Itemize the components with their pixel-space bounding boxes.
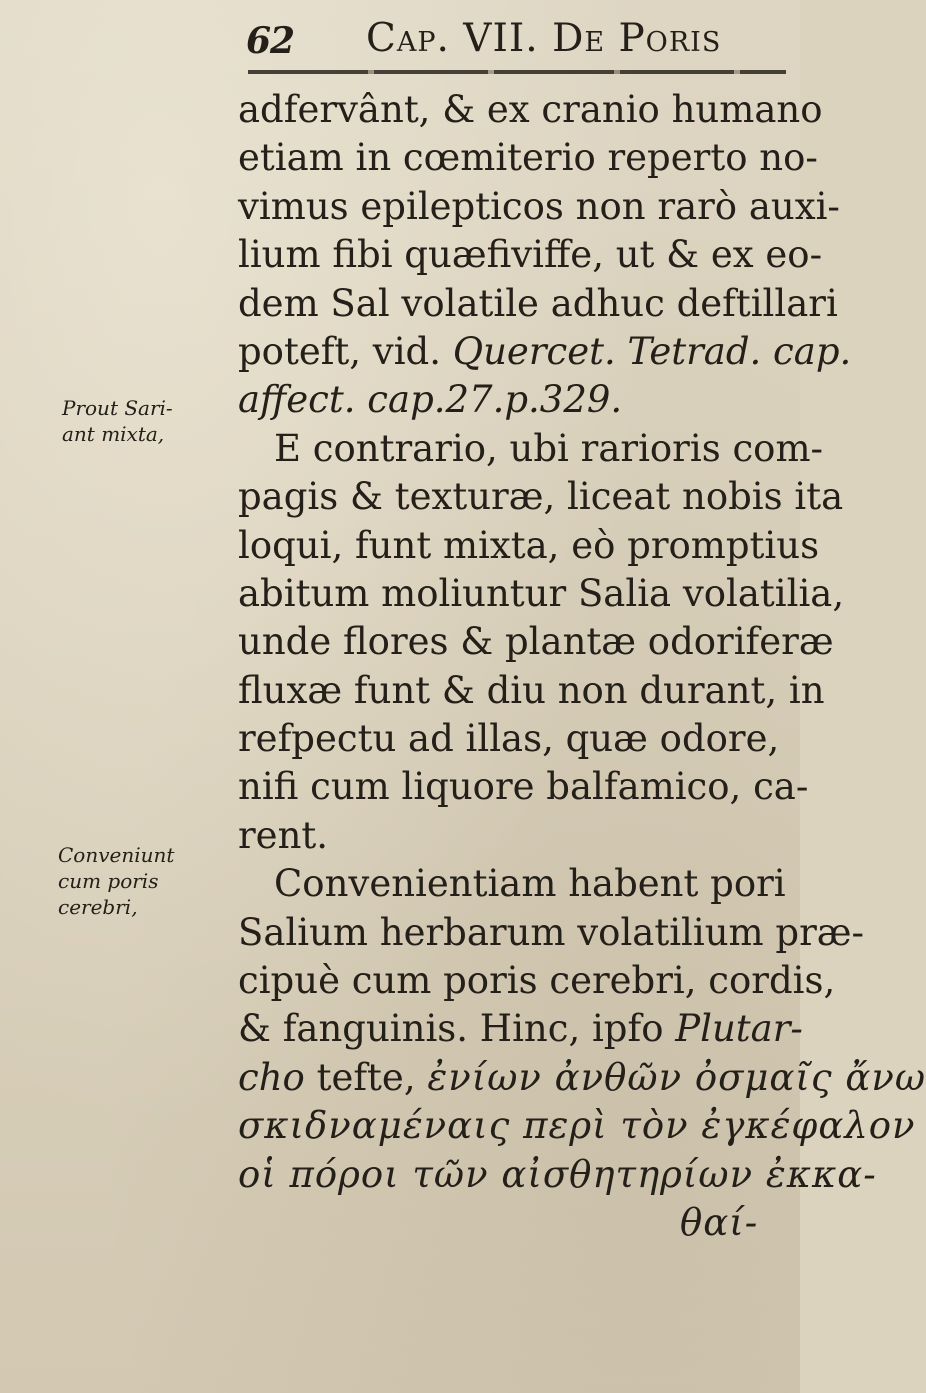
citation-continued: affect. cap.27.p.329. xyxy=(238,378,623,422)
author-name-continued: cho xyxy=(238,1055,305,1099)
text-line: vimus epilepticos non rarò auxi- xyxy=(238,184,840,228)
body-text xyxy=(238,86,926,1247)
text-line xyxy=(238,1005,803,1053)
text-line: loqui, funt mixta, eò promptius xyxy=(238,523,820,567)
margin-note-line: Conveniunt xyxy=(58,843,175,867)
text-line xyxy=(238,1054,926,1102)
text-line: refpectu ad illas, quæ odore, xyxy=(238,717,780,761)
catchword: θαί- xyxy=(680,1200,759,1244)
text-segment: poteft, vid. xyxy=(238,329,441,373)
citation: Quercet. Tetrad. cap. xyxy=(452,329,852,373)
text-line: E contrario, ubi rarioris com- xyxy=(274,426,824,470)
running-head: Cap. VII. De Poris xyxy=(366,16,722,61)
text-line: fluxæ funt & diu non durant, in xyxy=(238,668,825,712)
page-number: 62 xyxy=(246,20,295,62)
text-line: adfervânt, & ex cranio humano xyxy=(238,88,823,131)
greek-line: οἱ πόροι τῶν αἰσθητηρίων ἐκκα- xyxy=(238,1152,877,1196)
page-header xyxy=(0,14,800,64)
margin-note-2 xyxy=(58,842,174,920)
margin-note-1 xyxy=(62,395,173,447)
greek-line: σκιδναμέναις περὶ τὸν ἐγκέφαλον xyxy=(238,1104,916,1148)
text-line: Convenientiam habent pori xyxy=(274,862,786,906)
text-line: rent. xyxy=(238,813,329,857)
greek-quote: ἐνίων ἀνθῶν ὀσμαῖς ἄνω xyxy=(427,1055,926,1099)
text-line: abitum moliuntur Salia volatilia, xyxy=(238,571,845,615)
margin-note-line: ant mixta, xyxy=(62,422,165,446)
text-line: nifi cum liquore balfamico, ca- xyxy=(238,765,809,809)
margin-note-line: Prout Sari- xyxy=(62,396,173,420)
author-name: Plutar- xyxy=(675,1007,803,1051)
text-line: Salium herbarum volatilium præ- xyxy=(238,910,865,954)
text-line: unde flores & plantæ odoriferæ xyxy=(238,620,834,664)
text-line: cipuè cum poris cerebri, cordis, xyxy=(238,959,836,1003)
text-line: pagis & texturæ, liceat nobis ita xyxy=(238,475,844,519)
text-line: etiam in cœmiterio reperto no- xyxy=(238,136,818,180)
margin-note-line: cerebri, xyxy=(58,895,138,919)
text-line xyxy=(238,328,852,376)
text-segment: tefte, xyxy=(316,1055,416,1099)
text-line: dem Sal volatile adhuc deftillari xyxy=(238,281,838,325)
text-line: lium fibi quæfiviffe, ut & ex eo- xyxy=(238,233,823,277)
text-segment: & fanguinis. Hinc, ipfo xyxy=(238,1007,664,1051)
margin-note-line: cum poris xyxy=(58,869,159,893)
header-rule xyxy=(248,70,786,74)
